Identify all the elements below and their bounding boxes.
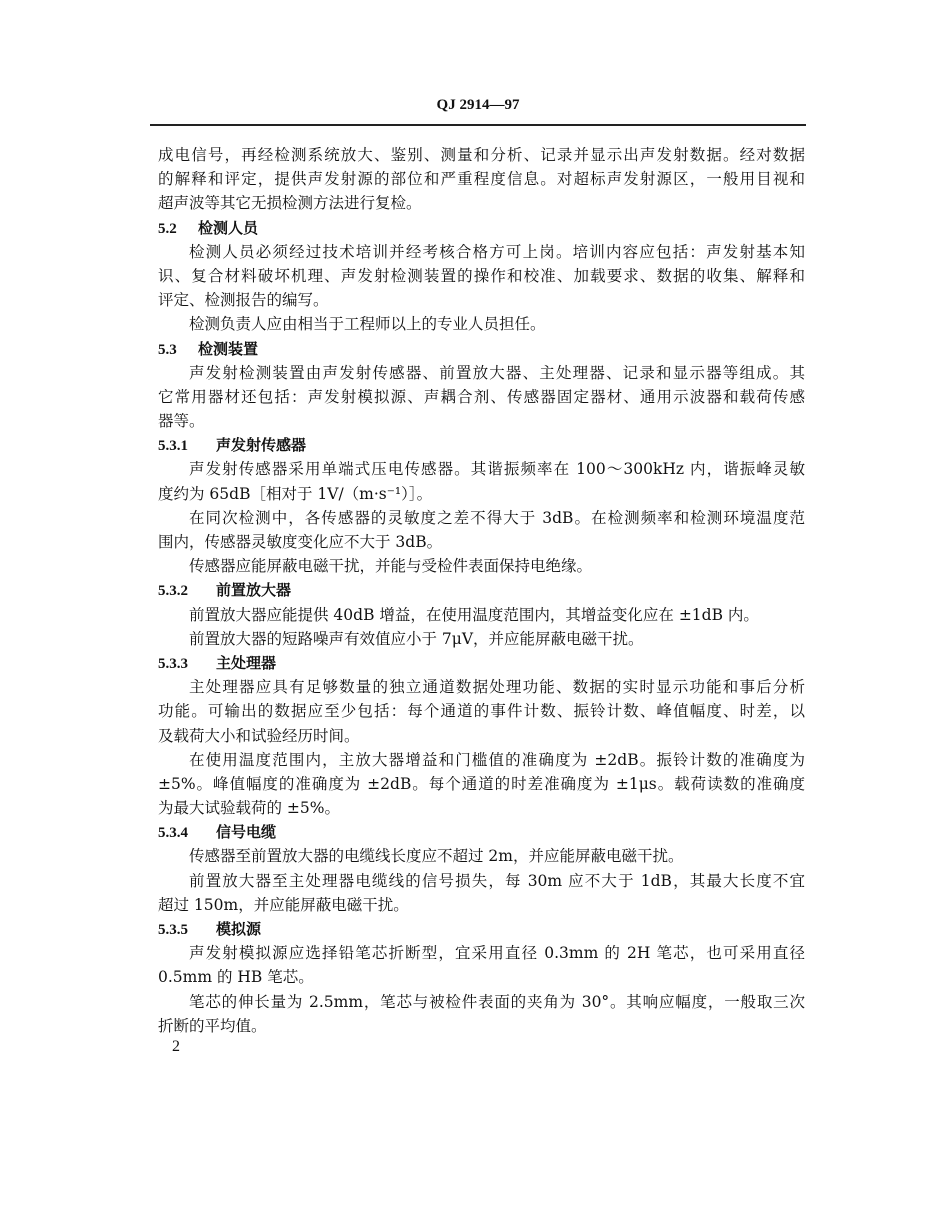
paragraph-line: 声发射模拟源应选择铅笔芯折断型，宜采用直径 0.3mm 的 2H 笔芯，也可采用直径 <box>189 944 805 963</box>
section-number: 5.2 <box>158 220 177 237</box>
paragraph-line: 功能。可输出的数据应至少包括：每个通道的事件计数、振铃计数、峰值幅度、时差，以 <box>158 702 805 721</box>
paragraph-line: 评定、检测报告的编写。 <box>158 291 329 310</box>
paragraph-line: ±5%。峰值幅度的准确度为 ±2dB。每个通道的时差准确度为 ±1μs。载荷读数的准确度 <box>158 774 805 793</box>
paragraph-line: 声发射检测装置由声发射传感器、前置放大器、主处理器、记录和显示器等组成。其 <box>189 363 805 382</box>
paragraph-line: 在使用温度范围内，主放大器增益和门槛值的准确度为 ±2dB。振铃计数的准确度为 <box>189 750 805 769</box>
paragraph-line: 成电信号，再经检测系统放大、鉴别、测量和分析、记录并显示出声发射数据。经对数据 <box>158 146 805 164</box>
paragraph-line: 度约为 65dB［相对于 1V/（m·s⁻¹）］。 <box>158 484 433 503</box>
section-heading <box>158 651 805 675</box>
paragraph-line: 主处理器应具有足够数量的独立通道数据处理功能、数据的实时显示功能和事后分析 <box>189 678 805 697</box>
paragraph-line: 前置放大器的短路噪声有效值应小于 7μV，并应能屏蔽电磁干扰。 <box>189 629 644 648</box>
section-number: 5.3.2 <box>158 583 188 600</box>
section-heading <box>158 917 805 941</box>
paragraph-line: 超过 150m，并应能屏蔽电磁干扰。 <box>158 895 409 914</box>
paragraph-line: 在同次检测中，各传感器的灵敏度之差不得大于 3dB。在检测频率和检测环境温度范 <box>189 508 805 527</box>
section-heading <box>158 578 805 602</box>
paragraph-line: 检测人员必须经过技术培训并经考核合格方可上岗。培训内容应包括：声发射基本知 <box>189 242 805 261</box>
section-title: 主处理器 <box>216 653 277 672</box>
paragraph-line: 传感器至前置放大器的电缆线长度应不超过 2m，并应能屏蔽电磁干扰。 <box>189 847 684 866</box>
paragraph-line: 前置放大器应能提供 40dB 增益，在使用温度范围内，其增益变化应在 ±1dB 内。 <box>189 605 759 624</box>
paragraph-line: 围内，传感器灵敏度变化应不大于 3dB。 <box>158 533 443 551</box>
section-number: 5.3.3 <box>158 655 188 672</box>
section-number: 5.3 <box>158 341 177 358</box>
header-rule <box>150 124 806 126</box>
section-title: 信号电缆 <box>216 823 277 842</box>
paragraph-line: 识、复合材料破坏机理、声发射检测装置的操作和校准、加载要求、数据的收集、解释和 <box>158 266 805 285</box>
document-body <box>158 143 805 1038</box>
paragraph-line: 它常用器材还包括：声发射模拟源、声耦合剂、传感器固定器材、通用示波器和载荷传感 <box>158 387 805 406</box>
paragraph-line: 器等。 <box>158 412 205 431</box>
section-number: 5.3.1 <box>158 438 188 455</box>
section-heading <box>158 216 805 240</box>
section-title: 前置放大器 <box>216 581 292 600</box>
paragraph-line: 为最大试验载荷的 ±5%。 <box>158 799 341 818</box>
section-heading <box>158 820 805 844</box>
paragraph-line: 的解释和评定，提供声发射源的部位和严重程度信息。对超标声发射源区，一般用目视和 <box>158 170 805 189</box>
document-header: QJ 2914—97 <box>436 97 520 113</box>
paragraph-line: 传感器应能屏蔽电磁干扰，并能与受检件表面保持电绝缘。 <box>189 557 593 576</box>
paragraph-line: 笔芯的伸长量为 2.5mm，笔芯与被检件表面的夹角为 30°。其响应幅度，一般取三次 <box>189 992 805 1011</box>
paragraph-line: 声发射传感器采用单端式压电传感器。其谐振频率在 100～300kHz 内，谐振峰灵敏 <box>189 460 805 479</box>
section-title: 模拟源 <box>216 920 262 938</box>
section-heading <box>158 433 805 457</box>
paragraph-line: 检测负责人应由相当于工程师以上的专业人员担任。 <box>189 315 546 334</box>
paragraph-line: 超声波等其它无损检测方法进行复检。 <box>158 194 422 213</box>
paragraph-line: 前置放大器至主处理器电缆线的信号损失，每 30m 应不大于 1dB，其最大长度不宜 <box>189 871 805 890</box>
page-number: 2 <box>172 1038 180 1055</box>
section-title: 声发射传感器 <box>216 436 307 455</box>
section-number: 5.3.4 <box>158 825 188 842</box>
section-number: 5.3.5 <box>158 922 188 938</box>
section-heading <box>158 337 805 361</box>
section-title: 检测人员 <box>198 218 259 237</box>
section-title: 检测装置 <box>198 339 259 358</box>
paragraph-line: 折断的平均值。 <box>158 1016 267 1035</box>
paragraph-line: 0.5mm 的 HB 笔芯。 <box>158 968 314 987</box>
paragraph-line: 及载荷大小和试验经历时间。 <box>158 726 360 745</box>
